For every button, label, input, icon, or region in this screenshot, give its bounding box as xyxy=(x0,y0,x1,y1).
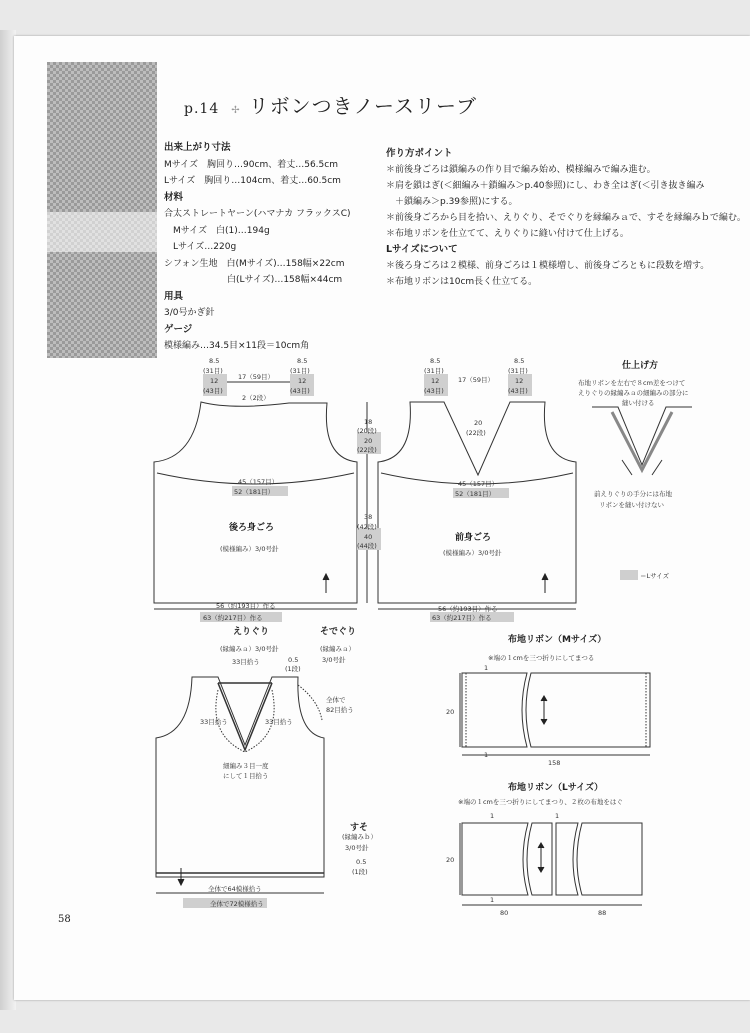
armhole-rows: (20段) xyxy=(357,427,377,435)
hem-row-count: (1段) xyxy=(352,868,368,876)
materials-heading: 材料 xyxy=(164,191,184,203)
finishing-note-5: リボンを縫い付けない xyxy=(599,501,664,509)
armhole-depth: 18 xyxy=(364,418,373,426)
back-chest-L: 52（181目） xyxy=(234,488,275,496)
front-direction-arrow xyxy=(542,574,548,593)
ribbon-l-height: 20 xyxy=(446,856,455,864)
point-2b: ＋鎖編み＞p.39参照)にする。 xyxy=(386,197,518,207)
front-chest-L: 52（181目） xyxy=(455,490,496,498)
ribbon-l-fold-mid: 1 xyxy=(555,812,560,820)
page-number: 58 xyxy=(58,914,71,925)
hem-pick-L: 全体で72模様拾う xyxy=(210,900,264,908)
neck-center-dec: 細編み３目一度 xyxy=(223,762,269,770)
front-shoulder-l-L: 12 xyxy=(431,377,440,385)
ribbon-m-heading: 布地リボン（Mサイズ） xyxy=(508,635,607,645)
title-ornament-icon: ✢ xyxy=(231,105,241,116)
front-v-rows: (22段) xyxy=(466,429,486,437)
neck-edging-pattern: (縁編みａ）3/0号針 xyxy=(220,645,279,653)
body-length: 38 xyxy=(364,513,373,521)
neck-edging-heading: えりぐり xyxy=(233,627,270,637)
l-size-spec: Lサイズ 胸回り…104cm、着丈…60.5cm xyxy=(164,176,341,186)
front-shoulder-r-L: 12 xyxy=(515,377,524,385)
hem-edging-hook: 3/0号針 xyxy=(345,844,369,852)
body-rows-L: (44段) xyxy=(357,542,377,550)
neck-center-pick: 33目拾う xyxy=(232,658,260,666)
back-body-outline xyxy=(154,402,357,603)
neck-row-height: 0.5 xyxy=(288,656,299,664)
ribbon-l-mid xyxy=(527,823,552,895)
ribbon-m-hem xyxy=(466,673,646,747)
gauge-heading: ゲージ xyxy=(164,323,193,335)
back-shoulder-r-st: (31目) xyxy=(290,367,310,375)
ribbon-m-fold-top: 1 xyxy=(484,664,489,672)
back-chest: 45（157目） xyxy=(238,478,279,486)
back-shoulder-l-st: (31目) xyxy=(203,367,223,375)
armhole-depth-L: 20 xyxy=(364,437,373,445)
neck-right-pick: 33目拾う xyxy=(265,718,293,726)
page-reference: p.14 xyxy=(184,101,220,117)
neck-left-pick: 33目拾う xyxy=(200,718,228,726)
back-shoulder-l-L: 12 xyxy=(210,377,219,385)
hem-row-height: 0.5 xyxy=(356,858,367,866)
front-neck-width: 17（59目） xyxy=(458,376,495,384)
ribbon-m-note: ※端の１cmを三つ折りにしてまつる xyxy=(488,654,595,662)
front-shoulder-r: 8.5 xyxy=(514,357,525,365)
point-3: ＊前後身ごろから目を拾い、えりぐり、そでぐりを縁編みａで、すそを縁編みｂで編む。 xyxy=(386,213,746,223)
front-hem-L: 63（約217目）作る xyxy=(432,614,492,622)
neck-band xyxy=(218,683,272,750)
l-size-heading: Lサイズについて xyxy=(386,244,458,255)
hook-spec: 3/0号かぎ針 xyxy=(164,308,215,318)
ribbon-l-heading: 布地リボン（Lサイズ） xyxy=(508,783,604,793)
finishing-note-4: 前えりぐりの手分には布地 xyxy=(594,490,672,498)
neck-row-count: (1段) xyxy=(285,665,301,673)
ribbon-m-height: 20 xyxy=(446,708,455,716)
point-4: ＊布地リボンを仕立てて、えりぐりに縫い付けて仕上げる。 xyxy=(386,229,629,239)
ribbon-m-left xyxy=(462,673,527,747)
chiffon-l-spec: 白(Lサイズ)…158幅×44cm xyxy=(164,275,343,285)
chiffon-m-spec: シフォン生地 白(Mサイズ)…158幅×22cm xyxy=(164,258,345,269)
front-shoulder-r-st: (31目) xyxy=(508,367,528,375)
l-point-1: ＊後ろ身ごろは２模様、前身ごろは１模様増し、前後身ごろともに段数を増す。 xyxy=(386,261,710,271)
ribbon-l-left xyxy=(462,823,528,895)
hem-edging-heading: すそ xyxy=(350,823,369,833)
ribbon-m-right xyxy=(526,673,650,747)
ribbon-m-arrow xyxy=(541,696,547,724)
back-shoulder-l: 8.5 xyxy=(209,357,220,365)
point-1: ＊前後身ごろは鎖編みの作り目で編み始め、模様編みで編み進む。 xyxy=(386,165,656,175)
neck-center-dec-2: にして１目拾う xyxy=(223,772,269,780)
body-rows: (42段) xyxy=(357,523,377,531)
arm-edging-heading: そでぐり xyxy=(320,627,357,637)
pattern-title: リボンつきノースリーブ xyxy=(248,94,478,118)
finishing-note-2: えりぐりの縁編みａの細編みの部分に xyxy=(578,389,689,397)
yarn-m-spec: Mサイズ 白(1)…194g xyxy=(164,225,270,236)
hem-pick: 全体で64模様拾う xyxy=(208,885,262,893)
m-size-spec: Mサイズ 胸回り…90cm、着丈…56.5cm xyxy=(164,159,338,170)
back-shoulder-r: 8.5 xyxy=(297,357,308,365)
yarn-l-spec: Lサイズ…220g xyxy=(164,242,237,252)
gauge-spec: 模様編み…34.5目×11段＝10cm角 xyxy=(164,341,310,351)
front-hem: 56（約193目）作る xyxy=(438,605,498,613)
front-shoulder-l-Lst: (43目) xyxy=(424,387,444,395)
ribbon-l-right xyxy=(577,823,642,895)
front-shoulder-r-Lst: (43目) xyxy=(508,387,528,395)
body-length-L: 40 xyxy=(364,533,373,541)
back-hem: 56（約193目）作る xyxy=(216,602,276,610)
ribbon-l-right-width: 88 xyxy=(598,909,607,917)
front-v-depth: 20 xyxy=(474,419,483,427)
finishing-ribbon xyxy=(612,412,672,470)
back-shoulder-r-Lst: (43目) xyxy=(290,387,310,395)
back-neck-width: 17（59目） xyxy=(238,373,275,381)
l-point-2: ＊布地リボンは10cm長く仕立てる。 xyxy=(386,277,538,287)
back-body-name: 後ろ身ごろ xyxy=(229,523,275,533)
back-hem-L: 63（約217目）作る xyxy=(203,614,263,622)
finishing-note-3: 縫い付ける xyxy=(622,399,655,407)
hem-edging-pattern: (縁編みｂ） xyxy=(342,833,378,841)
back-body-pattern: (模様編み）3/0号針 xyxy=(220,545,279,553)
ribbon-l-arrow xyxy=(538,843,544,872)
yarn-spec: 合太ストレートヤーン(ハマナカ フラックスC) xyxy=(164,209,351,219)
finishing-heading: 仕上げ方 xyxy=(622,361,659,371)
ribbon-l-note: ※端の１cmを三つ折りにしてまつり、２枚の布地をはぐ xyxy=(458,798,623,806)
arm-pick: 全体で xyxy=(326,696,346,704)
back-direction-arrow xyxy=(323,574,329,593)
arm-edging-pattern: (縁編みａ） xyxy=(320,645,356,653)
front-shoulder-l-st: (31目) xyxy=(424,367,444,375)
back-neck-drop: 2（2段） xyxy=(242,394,270,402)
front-body-pattern: (模様編み）3/0号針 xyxy=(443,549,502,557)
legend-swatch xyxy=(620,570,638,580)
finishing-note-1: 布地リボンを左右で８cm差をつけて xyxy=(578,379,686,387)
front-shoulder-l: 8.5 xyxy=(430,357,441,365)
front-chest: 45（157目） xyxy=(458,480,499,488)
front-body-name: 前身ごろ xyxy=(455,533,492,543)
back-shoulder-l-Lst: (43目) xyxy=(203,387,223,395)
ribbon-l-fold-bottom: 1 xyxy=(490,896,495,904)
points-heading: 作り方ポイント xyxy=(386,148,453,159)
ribbon-m-fold-bottom: 1 xyxy=(484,751,489,759)
ribbon-l-mid2 xyxy=(556,823,578,895)
ribbon-m-width: 158 xyxy=(548,759,561,767)
back-shoulder-r-L: 12 xyxy=(298,377,307,385)
finished-size-heading: 出来上がり寸法 xyxy=(164,142,231,153)
tools-heading: 用具 xyxy=(164,290,184,302)
ribbon-l-left-width: 80 xyxy=(500,909,509,917)
point-2a: ＊肩を鎖はぎ(＜細編み＋鎖編み＞p.40参照)にし、わき全はぎ(＜引き抜き編み xyxy=(386,181,705,191)
ribbon-l-fold-top: 1 xyxy=(490,812,495,820)
armhole-rows-L: (22段) xyxy=(357,446,377,454)
l-size-legend: ＝Lサイズ xyxy=(640,572,670,580)
arm-edging-hook: 3/0号針 xyxy=(322,656,346,664)
arm-pick-2: 82目拾う xyxy=(326,706,354,714)
finishing-neck-outline xyxy=(592,407,692,465)
